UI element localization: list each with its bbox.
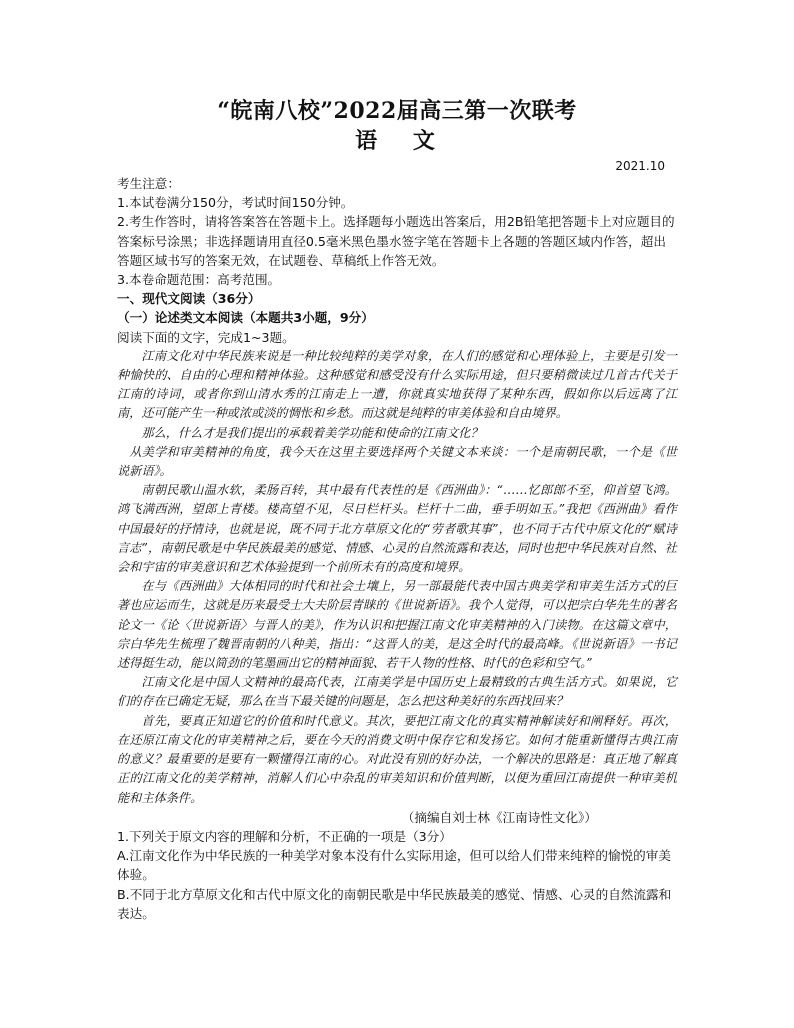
- article-paragraph-7: 首先，要真正知道它的价值和时代意义。其次，要把江南文化的真实精神解读好和阐释好。再次，在还原江南文化的审美精神之后，要在今天的消费文明中保存它和发扬它。如何才能重新懂得古典江南的意义？最重要的是要有一颗懂得江南的心。对此没有别的好办法，一个解决的思路是：真正地了解真正的江南文化的美学精神，消解人们心中杂乱的审美知识和价值判断，以便为重回江南提供一种审美机能和主体条件。: [117, 713, 677, 805]
- article-paragraph-4: 南朝民歌山温水软，柔肠百转，其中最有代表性的是《西洲曲》：“……忆郎郎不至，仰首望飞鸿。鸿飞满西洲，望郎上青楼。楼高望不见，尽日栏杆头。栏杆十二曲，垂手明如玉。”我把《西洲曲》看作中国最好的抒情诗，也就是说，既不同于北方草原文化的“劳者歌其事”，也不同于古代中原文化的“赋诗言志”，南朝民歌是中华民族最美的感觉、情感、心灵的自然流露和表达，同时也把中华民族对自然、社会和宇宙的审美意识和艺术体验提到一个前所未有的高度和境界。: [117, 483, 677, 575]
- reading-instruction: 阅读下面的文字，完成1~3题。: [117, 329, 295, 345]
- exam-title: “皖南八校”2022届高三第一次联考: [217, 98, 577, 124]
- note-item-2: 2.考生作答时，请将答案答在答题卡上。选择题每小题选出答案后，用2B铅笔把答题卡上对应题目的答案标号涂黑；非选择题请用直径0.5毫米黑色墨水签字笔在答题卡上各题的答题区域内作答，超出答题区域书写的答案无效，在试题卷、草稿纸上作答无效。: [117, 214, 675, 268]
- subject-title: 语 文: [355, 128, 449, 154]
- exam-page: [117, 96, 677, 923]
- section-heading: 一、现代文阅读（36分）: [117, 291, 261, 307]
- exam-date: 2021.10: [615, 159, 665, 173]
- notes-heading: 考生注意：: [117, 176, 180, 191]
- note-item-1: 1.本试卷满分150分，考试时间150分钟。: [117, 195, 354, 211]
- question-1-stem: 1.下列关于原文内容的理解和分析，不正确的一项是（3分）: [117, 828, 452, 844]
- article-source: （摘编自刘士林《江南诗性文化》）: [401, 809, 597, 825]
- reading-article: [117, 347, 677, 808]
- article-paragraph-3: 从美学和审美精神的角度，我今天在这里主要选择两个关键文本来谈：一个是南朝民歌，一个是《世说新语》。: [117, 444, 677, 479]
- article-paragraph-2: 那么，什么才是我们提出的承载着美学功能和使命的江南文化？: [141, 425, 483, 440]
- note-item-3: 3.本卷命题范围：高考范围。: [117, 272, 281, 288]
- subsection-heading: （一）论述类文本阅读（本题共3小题，9分）: [117, 310, 374, 326]
- article-paragraph-6: 江南文化是中国人文精神的最高代表，江南美学是中国历史上最精致的古典生活方式。如果说，它们的存在已确定无疑，那么在当下最关键的问题是，怎么把这种美好的东西找回来？: [117, 675, 677, 709]
- question-1-option-b: B.不同于北方草原文化和古代中原文化的南朝民歌是中华民族最美的感觉、情感、心灵的自然流露和表达。: [117, 886, 672, 921]
- question-1-option-a: A.江南文化作为中华民族的一种美学对象本没有什么实际用途，但可以给人们带来纯粹的愉悦的审美体验。: [117, 848, 671, 883]
- article-paragraph-5: 在与《西洲曲》大体相同的时代和社会土壤上，另一部最能代表中国古典美学和审美生活方式的巨著也应运而生，这就是历来最受士大夫阶层青睐的《世说新语》。我个人觉得，可以把宗白华先生的著名论文一《论〈世说新语〉与晋人的美》，作为认识和把握江南文化审美精神的入门读物。在这篇文章中，宗白华先生梳理了魏晋南朝的八种美，指出：“这晋人的美，是这全时代的最高峰。《世说新语》一书记述得挺生动，能以简劲的笔墨画出它的精神面貌、若干人物的性格、时代的色彩和空气。”: [117, 579, 677, 671]
- article-paragraph-1: 江南文化对中华民族来说是一种比较纯粹的美学对象，在人们的感觉和心理体验上，主要是引发一种愉快的、自由的心理和精神体验。这种感觉和感受没有什么实际用途，但只要稍微读过几首古代关于江南的诗词，或者你到山清水秀的江南走上一遭，你就真实地获得了某种东西，假如你以后远离了江南，还可能产生一种或浓或淡的惆怅和乡愁。而这就是纯粹的审美体验和自由境界。: [117, 348, 677, 421]
